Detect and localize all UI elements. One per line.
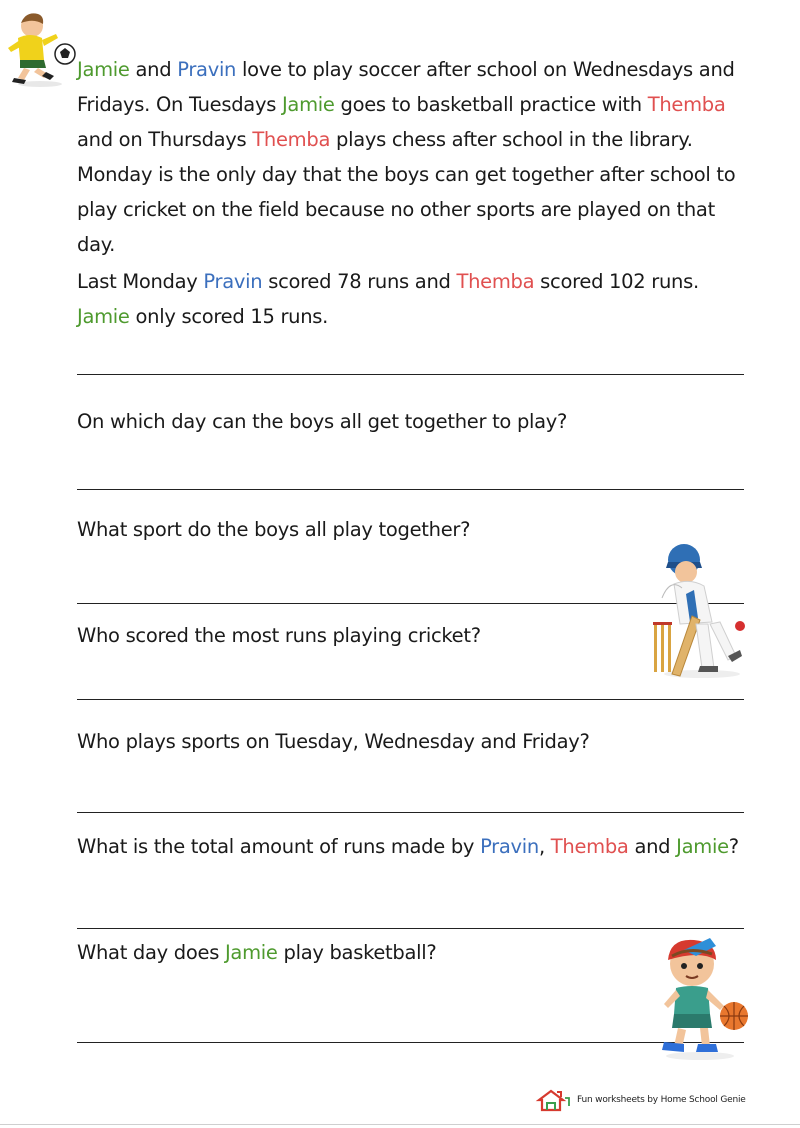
answer-line[interactable] — [77, 374, 744, 375]
character-name: Themba — [550, 835, 629, 858]
character-name: Jamie — [676, 835, 729, 858]
character-name: Jamie — [224, 941, 278, 964]
character-name: Themba — [647, 93, 726, 116]
text-segment: love to play soccer after school on Wednesdays and Fridays. On Tuesdays — [77, 58, 735, 116]
text-segment: What is the total amount of runs made by — [77, 835, 481, 858]
footer-text: Fun worksheets by Home School Genie — [577, 1095, 746, 1105]
question-6 — [77, 938, 436, 968]
text-segment: Who plays sports on Tuesday, Wednesday and Friday? — [77, 730, 590, 753]
basketball-player-icon — [640, 932, 755, 1062]
text-segment: ? — [728, 835, 739, 858]
text-segment: only scored 15 runs. — [129, 305, 329, 328]
character-name: Pravin — [177, 58, 237, 81]
character-name: Jamie — [77, 58, 130, 81]
story-paragraph-1 — [77, 52, 757, 262]
question-3 — [77, 621, 481, 651]
question-4 — [77, 727, 590, 757]
question-5 — [77, 832, 739, 862]
text-segment: scored 78 runs and — [262, 270, 457, 293]
text-segment: Last Monday — [77, 270, 204, 293]
character-name: Themba — [252, 128, 331, 151]
text-segment: play basketball? — [277, 941, 437, 964]
text-segment: On which day can the boys all get together to play? — [77, 410, 568, 433]
text-segment: , — [538, 835, 551, 858]
footer-credit — [535, 1088, 746, 1112]
text-segment: and on Thursdays — [77, 128, 253, 151]
answer-line[interactable] — [77, 699, 744, 700]
page-bottom-border — [0, 1124, 800, 1125]
character-name: Themba — [456, 270, 535, 293]
story-paragraph-2 — [77, 264, 757, 334]
soccer-player-icon — [0, 8, 80, 88]
home-school-genie-logo-icon — [535, 1088, 573, 1112]
text-segment: What sport do the boys all play together? — [77, 518, 471, 541]
character-name: Pravin — [203, 270, 263, 293]
answer-line[interactable] — [77, 928, 744, 929]
answer-line[interactable] — [77, 489, 744, 490]
character-name: Pravin — [480, 835, 539, 858]
text-segment: and — [129, 58, 178, 81]
text-segment: What day does — [77, 941, 225, 964]
cricket-player-icon — [632, 538, 752, 680]
text-segment: scored 102 runs. — [534, 270, 699, 293]
text-segment: and — [628, 835, 677, 858]
text-segment: Who scored the most runs playing cricket? — [77, 624, 481, 647]
question-2 — [77, 515, 470, 545]
answer-line[interactable] — [77, 812, 744, 813]
text-segment: plays chess after school in the library. Monday is the only day that the boys can get together after school to play cricket on the field because no other sports are played on that day. — [77, 128, 736, 256]
question-1 — [77, 407, 567, 437]
character-name: Jamie — [281, 93, 335, 116]
character-name: Jamie — [77, 305, 130, 328]
text-segment: goes to basketball practice with — [334, 93, 648, 116]
